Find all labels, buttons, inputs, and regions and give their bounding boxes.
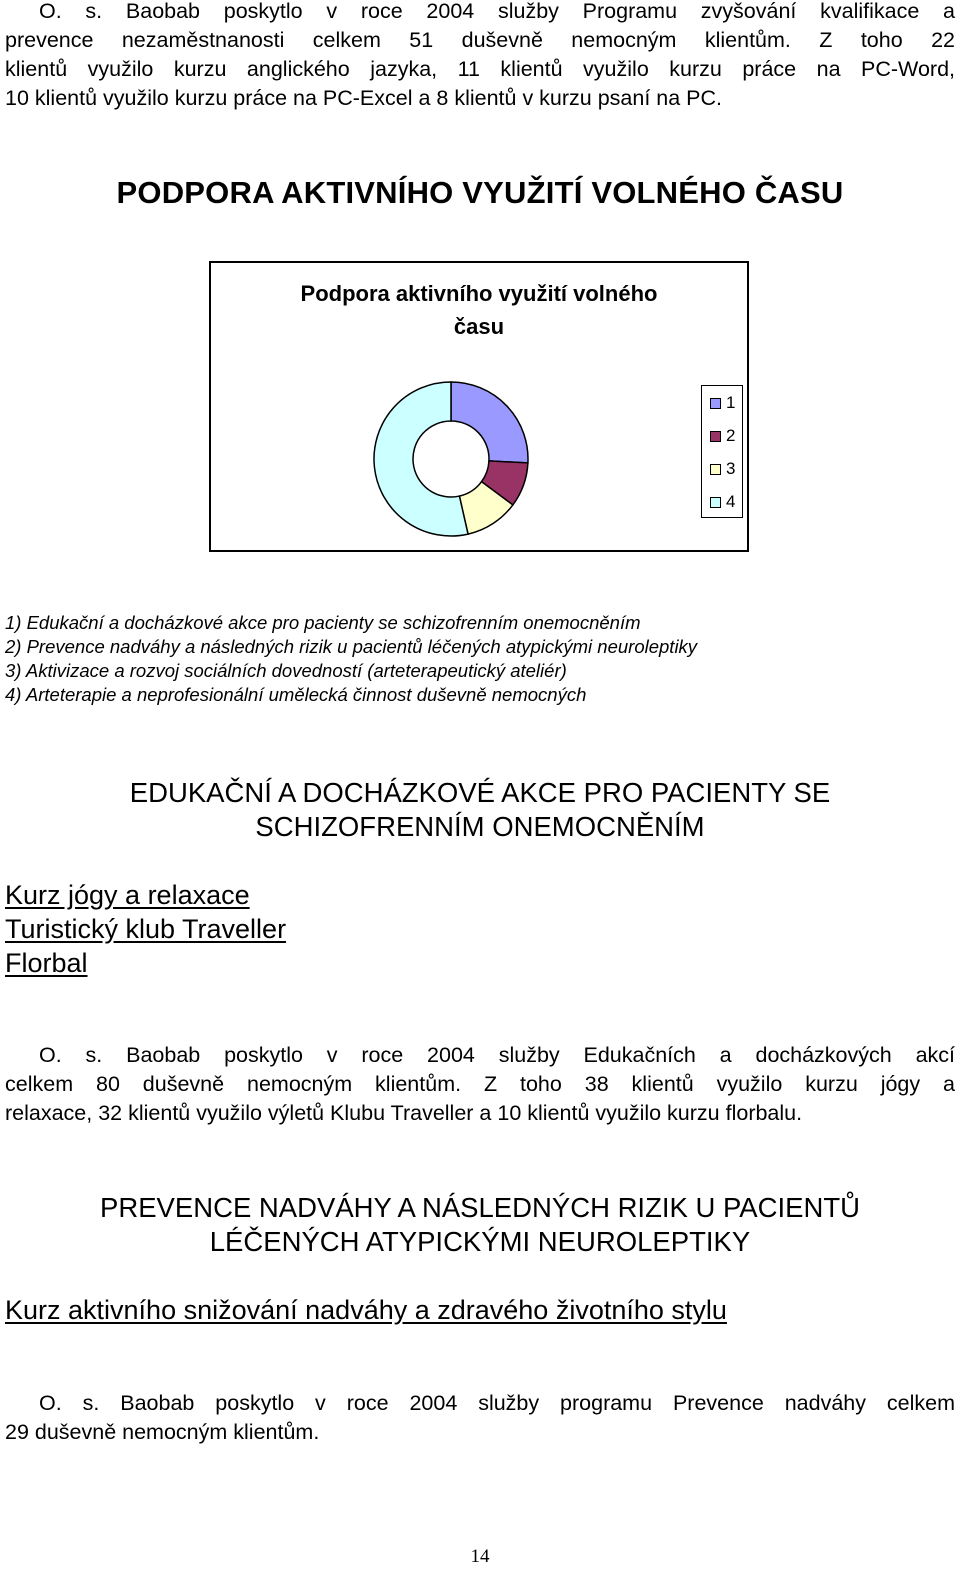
chart-note: 4) Arteterapie a neprofesionální umělecká činnost duševně nemocných [5,684,587,705]
intro-paragraph [5,0,955,113]
intro-line: 10 klientů využilo kurzu práce na PC-Excel a 8 klientů v kurzu psaní na PC. [5,86,723,110]
chart-note: 2) Prevence nadváhy a následných rizik u pacientů léčených atypickými neuroleptiky [5,636,698,657]
intro-line: klientů využilo kurzu anglického jazyka, 11 klientů využilo kurzu práce na PC-Word, [5,57,955,81]
education-line: celkem 80 duševně nemocným klientům. Z toho 38 klientů využilo kurzu jógy a [5,1072,955,1096]
heading-line: EDUKAČNÍ A DOCHÁZKOVÉ AKCE PRO PACIENTY SE [129,777,831,808]
page-number: 14 [470,1546,490,1567]
chart-notes [5,611,697,707]
legend-swatch [710,464,721,475]
heading-line: PREVENCE NADVÁHY A NÁSLEDNÝCH RIZIK U PACIENTŮ [100,1192,860,1223]
link-weight-course[interactable]: Kurz aktivního snižování nadváhy a zdravého životního stylu [5,1295,727,1325]
chart-note: 1) Edukační a docházkové akce pro pacienty se schizofrenním onemocněním [5,612,641,633]
donut-slice-1 [451,382,528,463]
prevention-links [5,1293,727,1327]
education-paragraph [5,1041,955,1128]
heading-line: SCHIZOFRENNÍM ONEMOCNĚNÍM [255,811,705,842]
legend-label: 4 [726,492,736,511]
chart-note: 3) Aktivizace a rozvoj sociálních dovedností (arteterapeutický ateliér) [5,660,567,681]
legend-label: 2 [726,426,736,445]
education-line: O. s. Baobab poskytlo v roce 2004 služby Edukačních a docházkových akcí [39,1043,955,1067]
education-line: relaxace, 32 klientů využilo výletů Klubu Traveller a 10 klientů využilo kurzu florbalu. [5,1101,803,1125]
education-links [5,878,286,980]
heading-line: LÉČENÝCH ATYPICKÝMI NEUROLEPTIKY [209,1226,751,1257]
legend-label: 3 [726,459,736,478]
intro-line: O. s. Baobab poskytlo v roce 2004 služby Programu zvyšování kvalifikace a [39,0,955,23]
link-floorball[interactable]: Florbal [5,948,88,978]
chart-title-line: času [453,314,505,339]
chart-title-line: Podpora aktivního využití volného [300,281,658,306]
chart-title [211,277,747,343]
chart-legend [701,385,743,518]
legend-swatch [710,431,721,442]
link-yoga-course[interactable]: Kurz jógy a relaxace [5,880,250,910]
link-tourist-club[interactable]: Turistický klub Traveller [5,914,287,944]
prevention-line: 29 duševně nemocným klientům. [5,1420,320,1444]
section-heading-education [0,776,960,844]
section-heading-free-time: PODPORA AKTIVNÍHO VYUŽITÍ VOLNÉHO ČASU [116,175,844,210]
intro-line: prevence nezaměstnanosti celkem 51 duševně nemocným klientům. Z toho 22 [5,28,955,52]
legend-label: 1 [726,393,736,412]
legend-swatch [710,497,721,508]
section-heading-prevention [0,1191,960,1259]
prevention-paragraph [5,1389,955,1447]
legend-swatch [710,398,721,409]
donut-chart [370,378,532,540]
prevention-line: O. s. Baobab poskytlo v roce 2004 služby programu Prevence nadváhy celkem [39,1391,955,1415]
